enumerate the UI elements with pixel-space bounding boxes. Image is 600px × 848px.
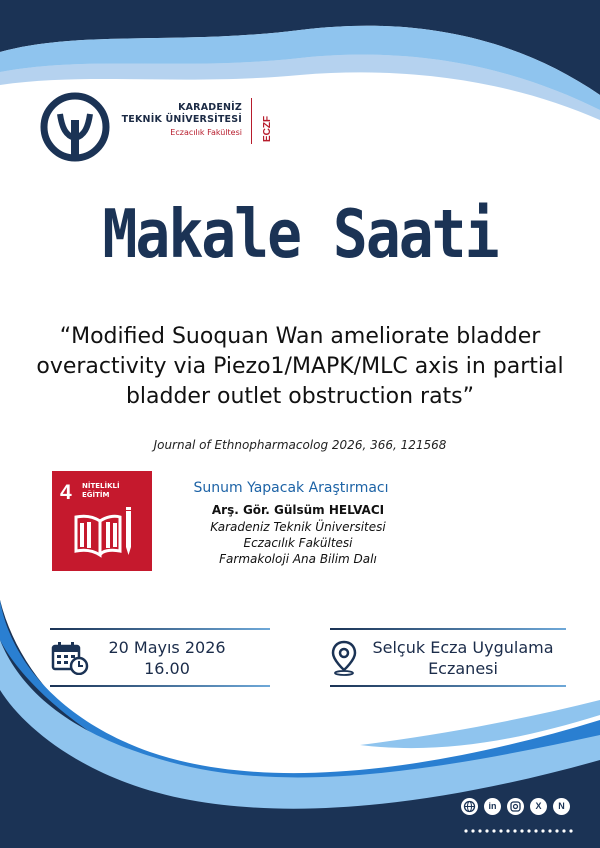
x-icon[interactable]: X — [530, 798, 547, 815]
linkedin-icon[interactable]: in — [484, 798, 501, 815]
dot-pattern — [463, 828, 573, 834]
location-pin-icon — [331, 640, 357, 676]
sdg-number: 4 — [60, 481, 72, 504]
event-date: 20 Mayıs 2026 — [108, 638, 226, 657]
page-title: Makale Saati — [102, 194, 498, 274]
presenter-affiliation-line2: Eczacılık Fakültesi — [243, 536, 353, 550]
social-icons — [461, 798, 571, 818]
presenter-name: Arş. Gör. Gülsüm HELVACI — [211, 503, 385, 517]
logo-divider — [251, 98, 253, 144]
sdg-label-line1: NİTELİKLİ — [82, 482, 120, 490]
instagram-icon[interactable] — [507, 798, 524, 815]
event-location-line2: Eczanesi — [428, 659, 498, 678]
event-time: 16.00 — [144, 659, 190, 678]
event-date-time — [92, 637, 242, 679]
article-title-line2: overactivity via Piezo1/MAPK/MLC axis in partial — [36, 354, 564, 379]
calendar-clock-icon — [51, 641, 89, 675]
date-box-top-rule — [50, 628, 270, 630]
presenter-label: Sunum Yapacak Araştırmacı — [193, 480, 389, 496]
globe-icon[interactable] — [461, 798, 478, 815]
article-title-line3: bladder outlet obstruction rats” — [125, 384, 475, 409]
location-box-top-rule — [330, 628, 566, 630]
sdg-label-line2: EĞİTİM — [82, 491, 110, 499]
presenter-affiliation-line3: Farmakoloji Ana Bilim Dalı — [219, 552, 377, 566]
faculty-abbr — [258, 98, 274, 144]
journal-citation: Journal of Ethnopharmacolog 2026, 366, 121568 — [153, 438, 447, 452]
faculty-logo — [121, 96, 280, 152]
svg-text:ECZF: ECZF — [262, 115, 273, 142]
sdg-quality-education-badge — [52, 471, 152, 571]
faculty-name: Eczacılık Fakültesi — [170, 128, 242, 137]
article-title — [20, 322, 580, 412]
university-name-line2: TEKNİK ÜNİVERSİTESİ — [121, 114, 242, 125]
university-name-line1: KARADENİZ — [178, 102, 242, 113]
university-seal-logo — [40, 92, 110, 162]
presenter-affiliation-line1: Karadeniz Teknik Üniversitesi — [210, 520, 386, 534]
location-box-bottom-rule — [330, 685, 566, 687]
event-location-line1: Selçuk Ecza Uygulama — [372, 638, 554, 657]
nsosyal-icon[interactable]: N — [553, 798, 570, 815]
book-pencil-icon — [72, 507, 134, 561]
event-location — [358, 637, 568, 679]
article-title-line1: “Modified Suoquan Wan ameliorate bladder — [59, 324, 541, 349]
date-box-bottom-rule — [50, 685, 270, 687]
